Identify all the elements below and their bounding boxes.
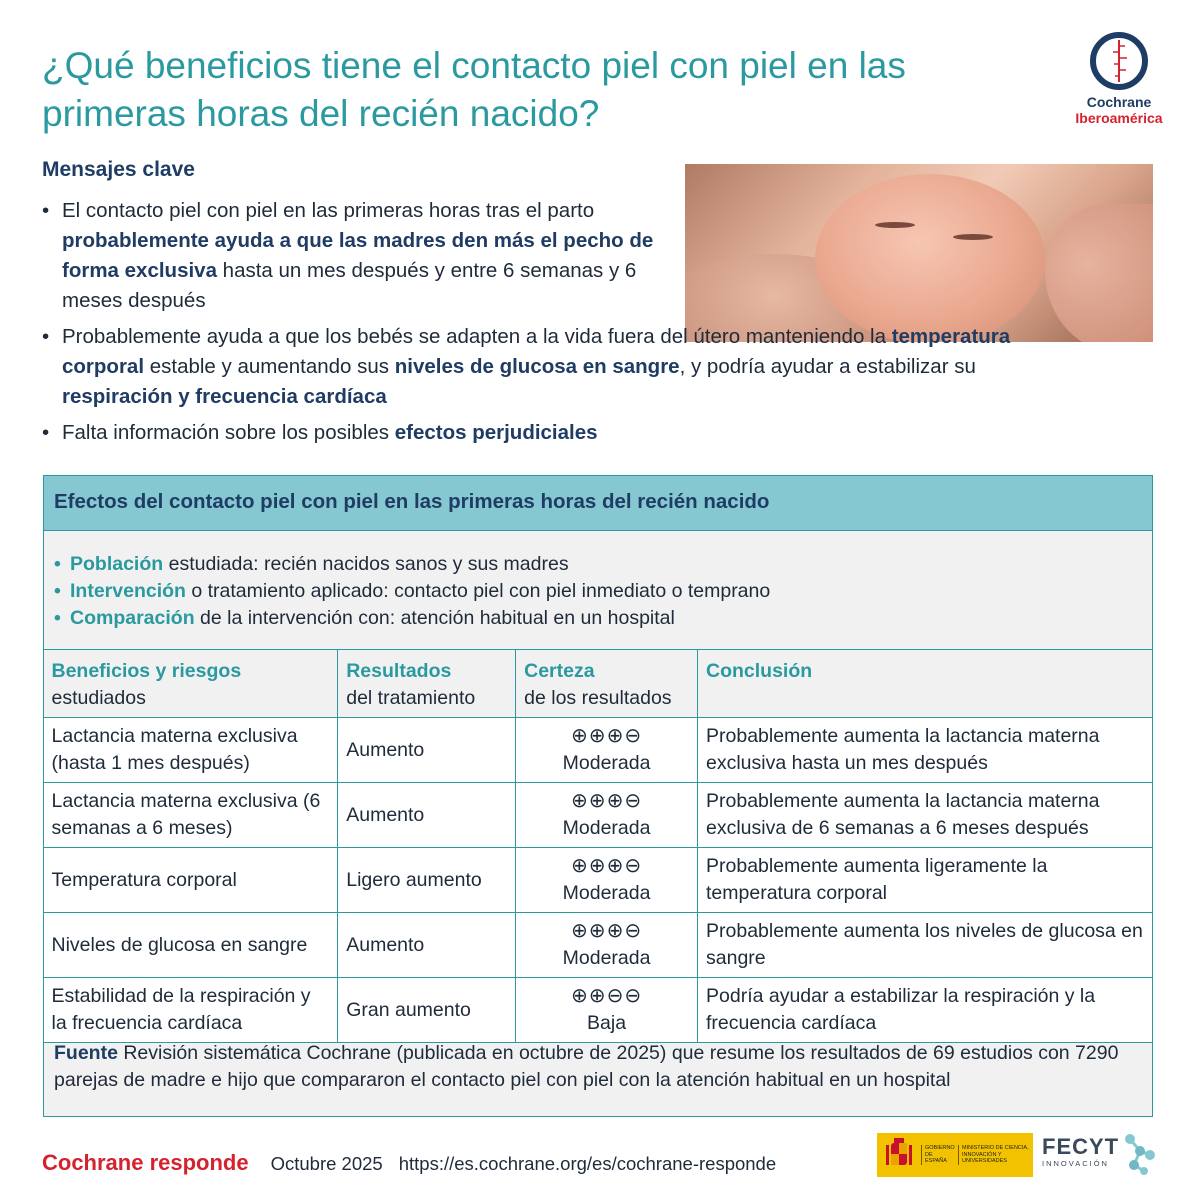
table-row [43,978,1152,1043]
certainty-symbols: ⊕⊕⊖⊖ [571,985,643,1007]
column-header-conclusion: Conclusión [698,650,1153,718]
fecyt-wordmark: FECYT [1042,1134,1120,1159]
certainty-label: Moderada [562,817,651,839]
footer-date: Octubre 2025 [270,1153,383,1174]
fecyt-subtitle: INNOVACIÓN [1042,1159,1109,1168]
logo-line-2: Iberoamérica [1075,110,1163,126]
gov-text: GOBIERNO DE ESPAÑA [921,1145,955,1165]
outcome-cell: Lactancia materna exclusiva (hasta 1 mes después) [43,718,338,783]
certainty-symbols: ⊕⊕⊕⊖ [571,920,643,942]
footer-brand: Cochrane responde [42,1150,249,1175]
conclusion-cell: Probablemente aumenta los niveles de glucosa en sangre [698,913,1153,978]
effects-box-heading: Efectos del contacto piel con piel en las primeras horas del recién nacido [44,476,1152,531]
certainty-symbols: ⊕⊕⊕⊖ [571,725,643,747]
footer [42,1150,776,1180]
outcome-cell: Temperatura corporal [43,848,338,913]
effects-summary-box [43,475,1153,1117]
certainty-label: Moderada [562,882,651,904]
ministry-text: MINISTERIO DE CIENCIA, INNOVACIÓN Y UNIVERSIDADES [958,1145,1030,1165]
footer-url-link[interactable]: https://es.cochrane.org/es/cochrane-responde [398,1153,777,1174]
certainty-label: Baja [587,1012,627,1034]
key-message-1: • El contacto piel con piel en las primeras horas tras el parto probablemente ayuda a que las madres den más el pecho de forma exclusiva hasta un mes después y entre 6 semanas y 6 meses después [42,196,682,316]
result-cell: Aumento [338,913,516,978]
cochrane-logo-icon [1088,30,1150,92]
certainty-cell [516,848,698,913]
table-row [43,718,1152,783]
table-row [43,783,1152,848]
conclusion-cell: Probablemente aumenta ligeramente la temperatura corporal [698,848,1153,913]
certainty-cell [516,718,698,783]
certainty-cell [516,783,698,848]
table-row [43,913,1152,978]
result-cell: Aumento [338,718,516,783]
key-message-3: • Falta información sobre los posibles efectos perjudiciales [42,418,1082,448]
certainty-cell [516,913,698,978]
conclusion-cell: Probablemente aumenta la lactancia materna exclusiva hasta un mes después [698,718,1153,783]
column-header-result: Resultados del tratamiento [338,650,516,718]
source-note: Fuente Revisión sistemática Cochrane (publicada en octubre de 2025) que resume los resultados de 69 estudios con 7290 parejas de madre e hijo que compararon el contacto piel con piel con la atención habitual en un hospital [54,1042,1119,1091]
fecyt-logo [1042,1135,1157,1175]
pico-population: • Población estudiada: recién nacidos sanos y sus madres [54,551,1152,578]
outcome-cell: Niveles de glucosa en sangre [43,913,338,978]
result-cell: Gran aumento [338,978,516,1043]
fecyt-molecule-icon [1122,1133,1158,1177]
page-title: ¿Qué beneficios tiene el contacto piel con piel en las primeras horas del recién nacido? [42,45,906,134]
table-header-row [43,650,1152,718]
logo-line-1: Cochrane [1086,94,1152,110]
certainty-label: Moderada [562,947,651,969]
results-table [43,649,1153,1043]
outcome-cell: Lactancia materna exclusiva (6 semanas a 6 meses) [43,783,338,848]
table-row [43,848,1152,913]
pico-intervention: • Intervención o tratamiento aplicado: contacto piel con piel inmediato o temprano [54,578,1152,605]
certainty-cell [516,978,698,1043]
outcome-cell: Estabilidad de la respiración y la frecuencia cardíaca [43,978,338,1043]
spain-crest-icon [877,1133,921,1177]
pico-comparison: • Comparación de la intervención con: atención habitual en un hospital [54,605,1152,632]
column-header-outcome: Beneficios y riesgos estudiados [43,650,338,718]
column-header-certainty: Certeza de los resultados [516,650,698,718]
certainty-symbols: ⊕⊕⊕⊖ [571,855,643,877]
gobierno-espana-logo [877,1133,1033,1177]
certainty-label: Moderada [562,752,651,774]
pico-list [44,531,1152,649]
conclusion-cell: Podría ayudar a estabilizar la respiración y la frecuencia cardíaca [698,978,1153,1043]
conclusion-cell: Probablemente aumenta la lactancia materna exclusiva de 6 semanas a 6 meses después [698,783,1153,848]
key-messages-list [42,196,1082,454]
certainty-symbols: ⊕⊕⊕⊖ [571,790,643,812]
key-message-2: • Probablemente ayuda a que los bebés se adapten a la vida fuera del útero manteniendo la temperatura corporal estable y aumentando sus niveles de glucosa en sangre, y podría ayudar a estabilizar su respiración y frecuencia cardíaca [42,322,1082,412]
result-cell: Ligero aumento [338,848,516,913]
result-cell: Aumento [338,783,516,848]
key-messages-heading: Mensajes clave [42,158,195,181]
cochrane-iberoamerica-logo [1074,30,1164,130]
